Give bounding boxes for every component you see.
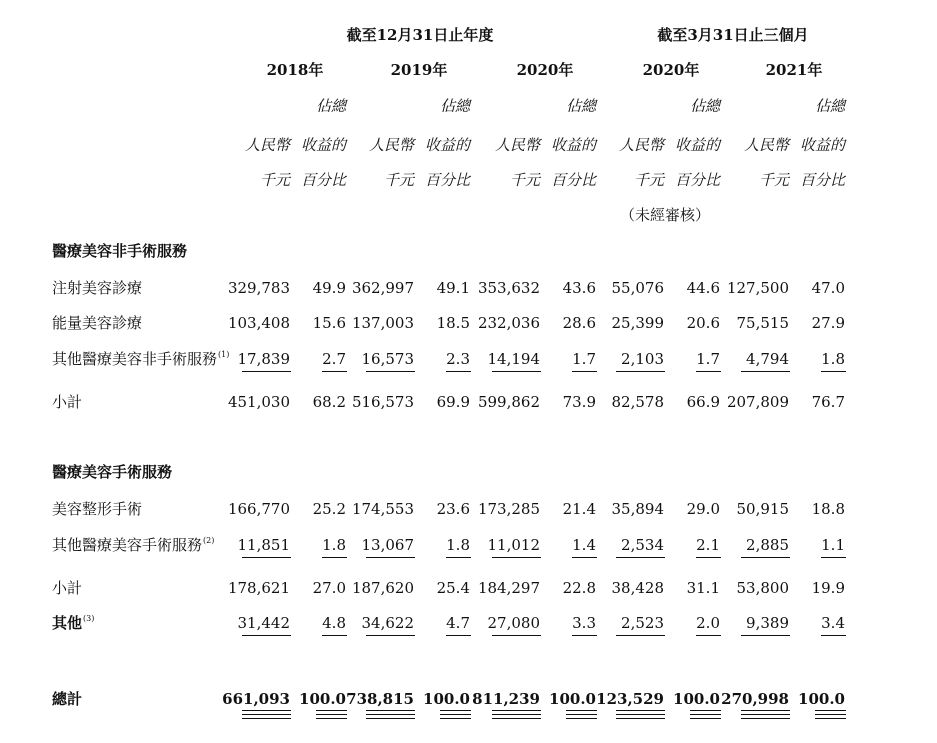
col-header-pct: 百分比 [424, 171, 470, 189]
section-title: 醫療美容非手術服務 [52, 242, 188, 260]
col-header-rmb: 人民幣 [618, 136, 664, 154]
table-cell: 47.0 [811, 279, 845, 297]
cell-underline [616, 557, 665, 558]
cell-underline [572, 635, 597, 636]
total-underline [366, 718, 415, 719]
table-cell: 1.8 [322, 536, 346, 554]
table-cell: 362,997 [351, 279, 414, 297]
table-cell: 27.0 [312, 579, 346, 597]
table-cell: 2,523 [621, 614, 664, 632]
total-underline [690, 714, 721, 715]
table-cell: 17,839 [237, 350, 290, 368]
cell-underline [366, 557, 415, 558]
year-header: 2019年 [390, 61, 448, 79]
total-underline [316, 710, 347, 711]
table-cell: 75,515 [736, 314, 789, 332]
table-cell: 2,103 [621, 350, 664, 368]
col-header-pct: 百分比 [799, 171, 845, 189]
table-cell: 103,408 [227, 314, 290, 332]
table-cell: 21.4 [562, 500, 596, 518]
table-cell: 123,529 [596, 690, 664, 708]
table-cell: 2.3 [446, 350, 470, 368]
table-cell: 661,093 [222, 690, 290, 708]
col-header-rmb: 人民幣 [368, 136, 414, 154]
cell-underline [492, 557, 541, 558]
unaudited-note: （未經審核） [619, 206, 710, 224]
table-cell: 353,632 [477, 279, 540, 297]
table-cell: 178,621 [227, 579, 290, 597]
table-cell: 38,428 [611, 579, 664, 597]
col-header-pct: 收益的 [424, 136, 470, 154]
table-cell: 811,239 [472, 690, 540, 708]
footnote-ref: (3) [83, 614, 95, 623]
col-header-pct: 百分比 [550, 171, 596, 189]
table-cell: 1.8 [821, 350, 845, 368]
table-cell: 25.4 [436, 579, 470, 597]
year-header: 2021年 [765, 61, 823, 79]
cell-underline [741, 371, 790, 372]
table-cell: 599,862 [477, 393, 540, 411]
table-cell: 1.1 [821, 536, 845, 554]
table-cell: 66.9 [686, 393, 720, 411]
header-group-quarter: 截至3月31日止三個月 [657, 26, 809, 44]
table-cell: 82,578 [611, 393, 664, 411]
cell-underline [242, 557, 291, 558]
cell-underline [492, 635, 541, 636]
total-underline [492, 718, 541, 719]
row-label: 注射美容診療 [52, 279, 143, 297]
total-underline [242, 714, 291, 715]
col-header-pct: 收益的 [674, 136, 720, 154]
year-header: 2020年 [516, 61, 574, 79]
table-cell: 1.4 [572, 536, 596, 554]
total-underline [616, 718, 665, 719]
table-cell: 49.1 [436, 279, 470, 297]
table-cell: 23.6 [436, 500, 470, 518]
table-cell: 187,620 [351, 579, 414, 597]
col-header-pct: 佔總 [565, 97, 596, 115]
header-group-annual: 截至12月31日止年度 [346, 26, 494, 44]
table-cell: 232,036 [477, 314, 540, 332]
table-cell: 68.2 [312, 393, 346, 411]
table-cell: 207,809 [726, 393, 789, 411]
col-header-pct: 百分比 [674, 171, 720, 189]
col-header-pct: 佔總 [439, 97, 470, 115]
footnote-ref: (1) [218, 350, 230, 359]
cell-underline [741, 635, 790, 636]
row-label: 其他醫療美容手術服務 [52, 536, 203, 554]
table-cell: 31.1 [686, 579, 720, 597]
col-header-unit: 千元 [633, 171, 664, 189]
cell-underline [366, 371, 415, 372]
total-underline [566, 714, 597, 715]
col-header-unit: 千元 [509, 171, 540, 189]
col-header-pct: 佔總 [814, 97, 845, 115]
table-cell: 55,076 [611, 279, 664, 297]
col-header-pct: 佔總 [315, 97, 346, 115]
table-cell: 44.6 [686, 279, 720, 297]
table-cell: 2.1 [696, 536, 720, 554]
table-cell: 3.3 [572, 614, 596, 632]
col-header-rmb: 人民幣 [244, 136, 290, 154]
table-cell: 11,012 [487, 536, 540, 554]
cell-underline [322, 371, 347, 372]
table-cell: 19.9 [811, 579, 845, 597]
cell-underline [322, 635, 347, 636]
year-header: 2018年 [266, 61, 324, 79]
cell-underline [492, 371, 541, 372]
total-underline [492, 710, 541, 711]
col-header-pct: 收益的 [799, 136, 845, 154]
table-cell: 516,573 [351, 393, 414, 411]
table-cell: 29.0 [686, 500, 720, 518]
table-cell: 73.9 [562, 393, 596, 411]
col-header-unit: 千元 [259, 171, 290, 189]
table-cell: 43.6 [562, 279, 596, 297]
col-header-unit: 千元 [758, 171, 789, 189]
table-cell: 27,080 [487, 614, 540, 632]
total-underline [566, 718, 597, 719]
table-cell: 50,915 [736, 500, 789, 518]
table-cell: 14,194 [487, 350, 540, 368]
row-label: 小計 [52, 393, 83, 411]
table-cell: 174,553 [351, 500, 414, 518]
table-cell: 18.8 [811, 500, 845, 518]
table-cell: 100.0 [798, 690, 845, 708]
total-underline [741, 710, 790, 711]
col-header-pct: 收益的 [300, 136, 346, 154]
year-header: 2020年 [642, 61, 700, 79]
table-cell: 270,998 [721, 690, 789, 708]
table-cell: 9,389 [746, 614, 789, 632]
table-cell: 1.8 [446, 536, 470, 554]
row-label: 能量美容診療 [52, 314, 143, 332]
table-cell: 27.9 [811, 314, 845, 332]
table-cell: 4,794 [746, 350, 789, 368]
cell-underline [696, 635, 721, 636]
table-cell: 34,622 [361, 614, 414, 632]
total-underline [690, 718, 721, 719]
cell-underline [741, 557, 790, 558]
table-cell: 1.7 [696, 350, 720, 368]
table-cell: 13,067 [361, 536, 414, 554]
table-cell: 100.0 [423, 690, 470, 708]
table-cell: 2,885 [746, 536, 789, 554]
table-cell: 53,800 [736, 579, 789, 597]
cell-underline [242, 635, 291, 636]
total-underline [566, 710, 597, 711]
cell-underline [572, 371, 597, 372]
table-cell: 4.7 [446, 614, 470, 632]
total-underline [815, 714, 846, 715]
total-underline [366, 710, 415, 711]
table-cell: 35,894 [611, 500, 664, 518]
table-cell: 28.6 [562, 314, 596, 332]
cell-underline [821, 371, 846, 372]
total-underline [366, 714, 415, 715]
total-underline [242, 710, 291, 711]
table-cell: 451,030 [227, 393, 290, 411]
table-cell: 329,783 [227, 279, 290, 297]
total-underline [741, 714, 790, 715]
table-cell: 11,851 [237, 536, 290, 554]
table-cell: 3.4 [821, 614, 845, 632]
row-label: 小計 [52, 579, 83, 597]
total-underline [316, 714, 347, 715]
row-label: 其他 [52, 614, 83, 632]
table-cell: 31,442 [237, 614, 290, 632]
total-underline [616, 710, 665, 711]
total-underline [616, 714, 665, 715]
table-cell: 4.8 [322, 614, 346, 632]
table-cell: 76.7 [811, 393, 845, 411]
total-underline [741, 718, 790, 719]
row-label: 其他醫療美容非手術服務 [52, 350, 218, 368]
total-underline [690, 710, 721, 711]
table-cell: 18.5 [436, 314, 470, 332]
cell-underline [696, 371, 721, 372]
col-header-pct: 百分比 [300, 171, 346, 189]
table-cell: 1.7 [572, 350, 596, 368]
cell-underline [446, 557, 471, 558]
total-underline [242, 718, 291, 719]
table-cell: 20.6 [686, 314, 720, 332]
cell-underline [616, 635, 665, 636]
footnote-ref: (2) [203, 536, 215, 545]
table-cell: 127,500 [726, 279, 789, 297]
cell-underline [821, 557, 846, 558]
table-cell: 2,534 [621, 536, 664, 554]
row-label: 總計 [52, 690, 83, 708]
table-cell: 25,399 [611, 314, 664, 332]
cell-underline [322, 557, 347, 558]
table-cell: 173,285 [477, 500, 540, 518]
cell-underline [696, 557, 721, 558]
cell-underline [446, 635, 471, 636]
table-cell: 2.0 [696, 614, 720, 632]
table-cell: 49.9 [312, 279, 346, 297]
table-cell: 69.9 [436, 393, 470, 411]
cell-underline [821, 635, 846, 636]
table-cell: 15.6 [312, 314, 346, 332]
total-underline [316, 718, 347, 719]
section-title: 醫療美容手術服務 [52, 463, 173, 481]
row-label: 美容整形手術 [52, 500, 143, 518]
table-cell: 2.7 [322, 350, 346, 368]
table-cell: 137,003 [351, 314, 414, 332]
total-underline [440, 710, 471, 711]
total-underline [440, 714, 471, 715]
table-cell: 16,573 [361, 350, 414, 368]
col-header-pct: 收益的 [550, 136, 596, 154]
total-underline [492, 714, 541, 715]
table-cell: 100.0 [549, 690, 596, 708]
total-underline [440, 718, 471, 719]
table-cell: 738,815 [346, 690, 414, 708]
col-header-unit: 千元 [383, 171, 414, 189]
total-underline [815, 710, 846, 711]
cell-underline [572, 557, 597, 558]
col-header-rmb: 人民幣 [494, 136, 540, 154]
table-cell: 166,770 [227, 500, 290, 518]
col-header-pct: 佔總 [689, 97, 720, 115]
table-cell: 100.0 [673, 690, 720, 708]
cell-underline [616, 371, 665, 372]
cell-underline [366, 635, 415, 636]
table-cell: 100.0 [299, 690, 346, 708]
table-cell: 184,297 [477, 579, 540, 597]
cell-underline [446, 371, 471, 372]
total-underline [815, 718, 846, 719]
col-header-rmb: 人民幣 [743, 136, 789, 154]
table-cell: 25.2 [312, 500, 346, 518]
table-cell: 22.8 [562, 579, 596, 597]
cell-underline [242, 371, 291, 372]
